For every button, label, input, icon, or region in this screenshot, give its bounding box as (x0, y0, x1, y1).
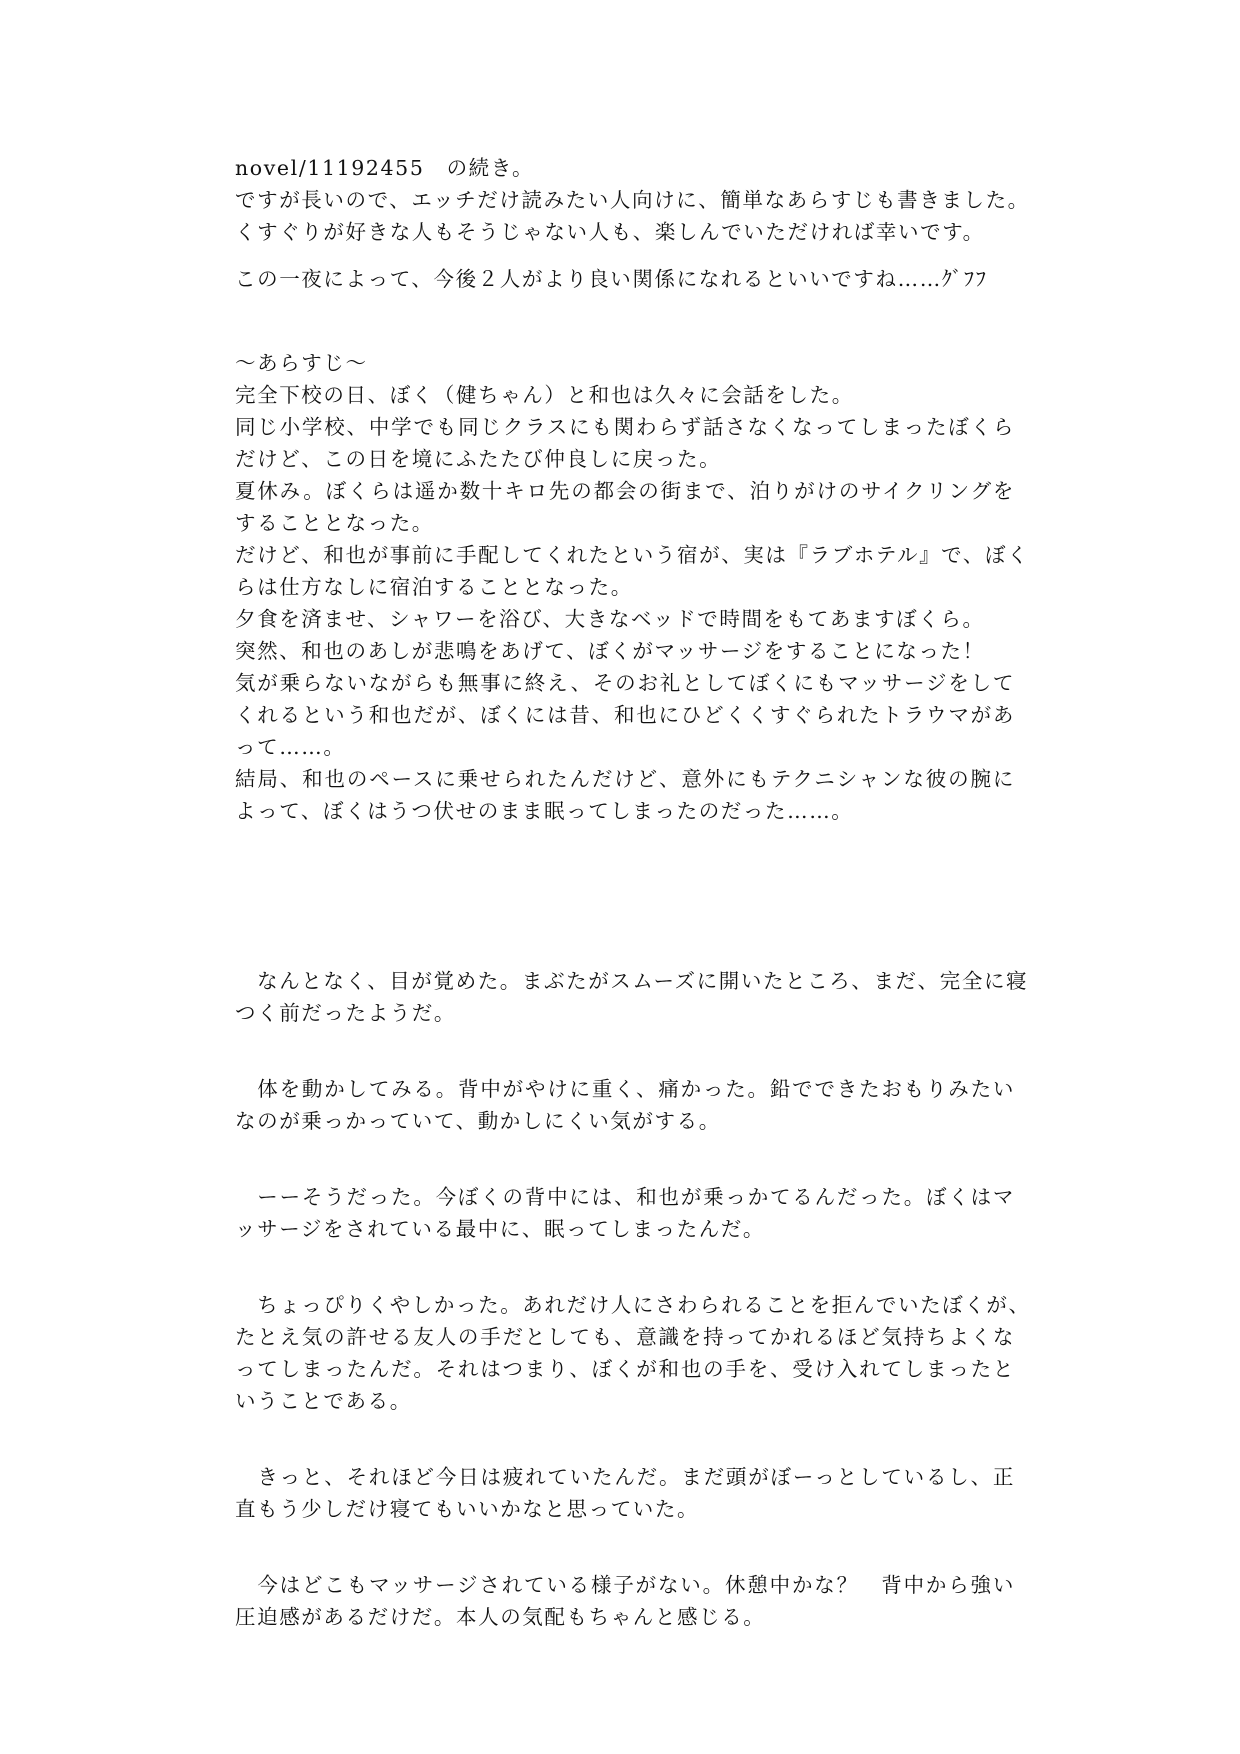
synopsis-line: 結局、和也のペースに乗せられたんだけど、意外にもテクニシャンな彼の腕に (235, 767, 1015, 791)
synopsis-line: よって、ぼくはうつ伏せのまま眠ってしまったのだった……。 (235, 799, 854, 823)
intro-line-4: この一夜によって、今後２人がより良い関係になれるといいですね……ｸﾞﾌﾌ (235, 267, 988, 291)
story-paragraph-5-line: きっと、それほど今日は疲れていたんだ。まだ頭がぼーっとしているし、正 (235, 1465, 1015, 1489)
story-paragraph-6-line: 圧迫感があるだけだ。本人の気配もちゃんと感じる。 (235, 1605, 766, 1629)
synopsis-heading: ～あらすじ～ (235, 351, 368, 375)
story-paragraph-2-line: 体を動かしてみる。背中がやけに重く、痛かった。鉛でできたおもりみたい (235, 1077, 1015, 1101)
synopsis-line: 同じ小学校、中学でも同じクラスにも関わらず話さなくなってしまったぼくら (235, 415, 1015, 439)
story-paragraph-3-line: ーーそうだった。今ぼくの背中には、和也が乗っかてるんだった。ぼくはマ (235, 1185, 1015, 1209)
story-paragraph-3-line: ッサージをされている最中に、眠ってしまったんだ。 (235, 1217, 765, 1241)
story-paragraph-1-line: つく前だったようだ。 (235, 1001, 456, 1025)
synopsis-line: らは仕方なしに宿泊することとなった。 (235, 575, 633, 599)
synopsis-line: 夕食を済ませ、シャワーを浴び、大きなベッドで時間をもてあますぼくら。 (235, 607, 985, 631)
intro-line-3: くすぐりが好きな人もそうじゃない人も、楽しんでいただければ幸いです。 (235, 220, 985, 244)
story-paragraph-4-line: いうことである。 (235, 1389, 412, 1413)
story-paragraph-4-line: ちょっぴりくやしかった。あれだけ人にさわられることを拒んでいたぼくが、 (235, 1293, 1031, 1317)
story-paragraph-4-line: たとえ気の許せる友人の手だとしても、意識を持ってかれるほど気持ちよくな (235, 1325, 1015, 1349)
story-paragraph-2-line: なのが乗っかっていて、動かしにくい気がする。 (235, 1109, 721, 1133)
story-paragraph-4-line: ってしまったんだ。それはつまり、ぼくが和也の手を、受け入れてしまったと (235, 1357, 1015, 1381)
intro-line-2: ですが長いので、エッチだけ読みたい人向けに、簡単なあらすじも書きました。 (235, 188, 1030, 212)
synopsis-line: くれるという和也だが、ぼくには昔、和也にひどくくすぐられたトラウマがあ (235, 703, 1015, 727)
synopsis-line: って……。 (235, 735, 346, 759)
synopsis-line: 気が乗らないながらも無事に終え、そのお礼としてぼくにもマッサージをして (235, 671, 1015, 695)
story-paragraph-6-line: 今はどこもマッサージされている様子がない。休憩中かな？ 背中から強い (235, 1573, 1015, 1597)
synopsis-line: することとなった。 (235, 511, 434, 535)
synopsis-line: だけど、和也が事前に手配してくれたという宿が、実は『ラブホテル』で、ぼく (235, 543, 1030, 567)
intro-line-1: novel/11192455 の続き。 (235, 156, 535, 180)
story-paragraph-1-line: なんとなく、目が覚めた。まぶたがスムーズに開いたところ、まだ、完全に寝 (235, 969, 1029, 993)
synopsis-line: 夏休み。ぼくらは遥か数十キロ先の都会の街まで、泊りがけのサイクリングを (235, 479, 1015, 503)
synopsis-line: 完全下校の日、ぼく（健ちゃん）と和也は久々に会話をした。 (235, 383, 854, 407)
synopsis-line: だけど、この日を境にふたたび仲良しに戻った。 (235, 447, 722, 471)
synopsis-line: 突然、和也のあしが悲鳴をあげて、ぼくがマッサージをすることになった！ (235, 639, 985, 663)
story-paragraph-5-line: 直もう少しだけ寝てもいいかなと思っていた。 (235, 1497, 700, 1521)
